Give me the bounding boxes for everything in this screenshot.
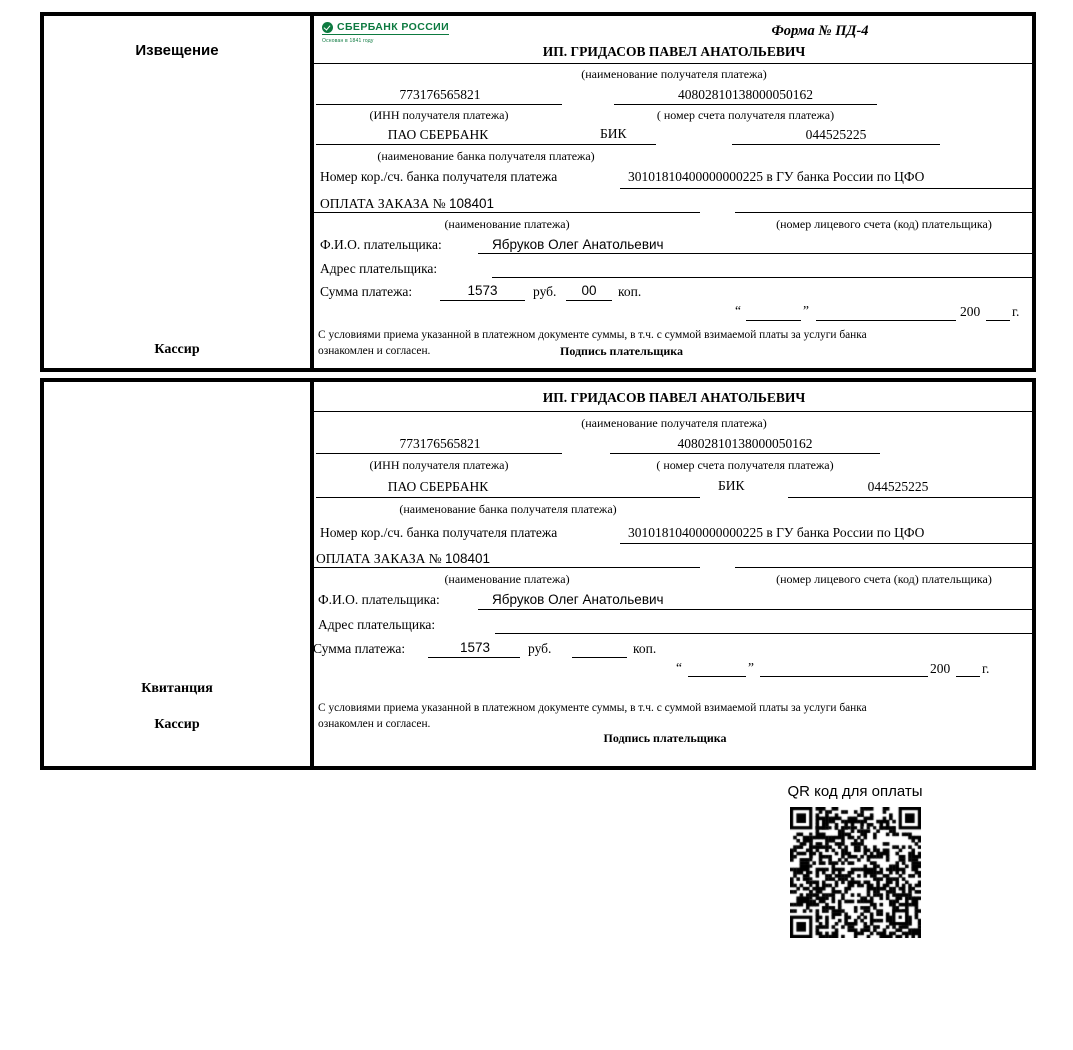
sberbank-logo-tagline: Основан в 1841 году — [322, 38, 374, 44]
terms-line1-notice: С условиями приема указанной в платежном документе суммы, в т.ч. с суммой взимаемой платы за услуги банка — [318, 329, 867, 341]
payment-name-caption: (наименование платежа) — [444, 217, 570, 231]
notice-section — [40, 12, 1036, 372]
corr-account-value-receipt: 30101810400000000225 в ГУ банка России по ЦФО — [628, 525, 925, 540]
payment-name-receipt — [316, 551, 490, 567]
payer-name-value-notice: Ябруков Олег Анатольевич — [492, 237, 664, 252]
personal-account-caption-receipt: (номер лицевого счета (код) плательщика) — [776, 572, 992, 586]
corr-account-label-notice: Номер кор./сч. банка получателя платежа — [320, 169, 558, 184]
sum-label-receipt: Сумма платежа: — [313, 641, 406, 656]
terms-line2-receipt: ознакомлен и согласен. — [318, 718, 431, 730]
date-close-quote-receipt: ” — [748, 660, 754, 675]
payee-bank-caption-receipt: (наименование банка получателя платежа) — [399, 502, 617, 516]
sum-kop-field-line-receipt — [572, 657, 627, 658]
year-line — [986, 320, 1010, 321]
bik-label-notice: БИК — [600, 126, 627, 141]
notice-title: Извещение — [135, 42, 219, 59]
payee-account-caption: ( номер счета получателя платежа) — [656, 108, 835, 122]
order-number: 108401 — [449, 196, 495, 211]
payer-name-field-line-receipt — [478, 609, 1033, 610]
sum-rub-field-line — [440, 300, 525, 301]
year-prefix-receipt: 200 — [930, 661, 951, 676]
sum-kop-field-line — [566, 300, 612, 301]
payee-name-caption: (наименование получателя платежа) — [581, 67, 767, 81]
payee-name-receipt: ИП. ГРИДАСОВ ПАВЕЛ АНАТОЛЬЕВИЧ — [542, 390, 806, 405]
date-day-line-receipt — [688, 676, 746, 677]
payer-address-label-notice: Адрес плательщика: — [320, 261, 438, 276]
bank-field-line — [316, 144, 656, 145]
bank-field-line-receipt — [316, 497, 700, 498]
payee-account-notice: 40802810138000050162 — [678, 87, 813, 102]
payee-bank-receipt: ПАО СБЕРБАНК — [387, 479, 489, 494]
payer-address-label-receipt: Адрес плательщика: — [318, 617, 436, 632]
sum-rub-field-line-receipt — [428, 657, 520, 658]
payment-name-text-receipt: ОПЛАТА ЗАКАЗА № — [316, 551, 442, 566]
year-suffix-receipt: г. — [982, 661, 990, 676]
payment-name-text: ОПЛАТА ЗАКАЗА № — [320, 196, 446, 211]
rub-label-notice: руб. — [533, 284, 557, 299]
payee-account-caption-receipt: ( номер счета получателя платежа) — [656, 458, 834, 472]
terms-line1-receipt: С условиями приема указанной в платежном документе суммы, в т.ч. с суммой взимаемой платы за услуги банка — [318, 702, 867, 714]
payment-name-field-line-receipt — [314, 567, 700, 568]
payer-name-field-line — [478, 253, 1033, 254]
payee-name-notice: ИП. ГРИДАСОВ ПАВЕЛ АНАТОЛЬЕВИЧ — [542, 44, 806, 59]
rub-label-receipt: руб. — [528, 641, 552, 656]
payment-name-notice — [320, 196, 494, 212]
bik-label-receipt: БИК — [718, 478, 745, 493]
sum-rub-value-receipt: 1573 — [459, 640, 491, 655]
inn-field-line-receipt — [316, 453, 562, 454]
kop-label-receipt: коп. — [633, 641, 657, 656]
payee-bank-caption: (наименование банка получателя платежа) — [377, 149, 595, 163]
corr-account-field-line-receipt — [620, 543, 1033, 544]
qr-caption: QR код для оплаты — [787, 783, 923, 800]
year-suffix-notice: г. — [1012, 304, 1020, 319]
signature-label-notice: Подпись плательщика — [560, 344, 683, 358]
kop-label-notice: коп. — [618, 284, 642, 299]
sberbank-logo-icon — [322, 22, 333, 33]
account-field-line-receipt — [610, 453, 880, 454]
date-open-quote-receipt: “ — [676, 660, 682, 675]
corr-account-field-line — [620, 188, 1033, 189]
date-day-line — [746, 320, 801, 321]
terms-line2-notice: ознакомлен и согласен. — [318, 345, 431, 357]
payer-address-field-line-receipt — [495, 633, 1033, 634]
payee-bank-notice: ПАО СБЕРБАНК — [387, 127, 489, 142]
payer-address-field-line — [492, 277, 1033, 278]
inn-field-line — [316, 104, 562, 105]
year-line-receipt — [956, 676, 980, 677]
bik-field-line — [732, 144, 940, 145]
payee-name-caption-receipt: (наименование получателя платежа) — [581, 416, 767, 430]
sum-label-notice: Сумма платежа: — [320, 284, 413, 299]
date-month-line — [816, 320, 956, 321]
bik-value-notice: 044525225 — [805, 127, 867, 142]
payee-account-receipt: 40802810138000050162 — [677, 436, 813, 451]
year-prefix-notice: 200 — [960, 304, 981, 319]
payment-name-caption-receipt: (наименование платежа) — [444, 572, 570, 586]
personal-account-field-line — [735, 212, 1033, 213]
header-rule — [314, 63, 1033, 64]
signature-label-receipt: Подпись плательщика — [603, 731, 727, 745]
payer-name-label-notice: Ф.И.О. плательщика: — [320, 237, 442, 252]
payee-inn-caption-receipt: (ИНН получателя платежа) — [369, 458, 509, 472]
sum-rub-value-notice: 1573 — [467, 283, 498, 298]
cashier-label-receipt: Кассир — [154, 717, 200, 732]
payee-inn-notice: 773176565821 — [399, 87, 481, 102]
sberbank-logo — [322, 21, 449, 35]
date-close-quote-notice: ” — [803, 303, 809, 318]
sum-kop-value-notice: 00 — [581, 283, 597, 298]
payer-name-label-receipt: Ф.И.О. плательщика: — [318, 592, 440, 607]
personal-account-caption: (номер лицевого счета (код) плательщика) — [776, 217, 992, 231]
date-month-line-receipt — [760, 676, 928, 677]
corr-account-label-receipt: Номер кор./сч. банка получателя платежа — [320, 525, 558, 540]
notice-column-divider — [310, 12, 314, 372]
order-number-receipt: 108401 — [445, 551, 491, 566]
payer-name-value-receipt: Ябруков Олег Анатольевич — [492, 592, 664, 607]
form-number: Форма № ПД-4 — [771, 23, 869, 39]
bik-field-line-receipt — [788, 497, 1033, 498]
personal-account-field-line-receipt — [735, 567, 1033, 568]
date-open-quote-notice: “ — [735, 303, 741, 318]
account-field-line — [614, 104, 877, 105]
header-rule-receipt — [314, 411, 1033, 412]
payment-name-field-line — [314, 212, 700, 213]
corr-account-value-notice: 30101810400000000225 в ГУ банка России по ЦФО — [628, 169, 925, 184]
payee-inn-caption: (ИНН получателя платежа) — [369, 108, 509, 122]
payee-inn-receipt: 773176565821 — [399, 436, 481, 451]
qr-code — [790, 807, 921, 938]
receipt-title: Квитанция — [141, 681, 213, 696]
sberbank-logo-text: СБЕРБАНК РОССИИ — [337, 21, 450, 33]
bik-value-receipt: 044525225 — [867, 479, 929, 494]
cashier-label-notice: Кассир — [154, 342, 200, 357]
